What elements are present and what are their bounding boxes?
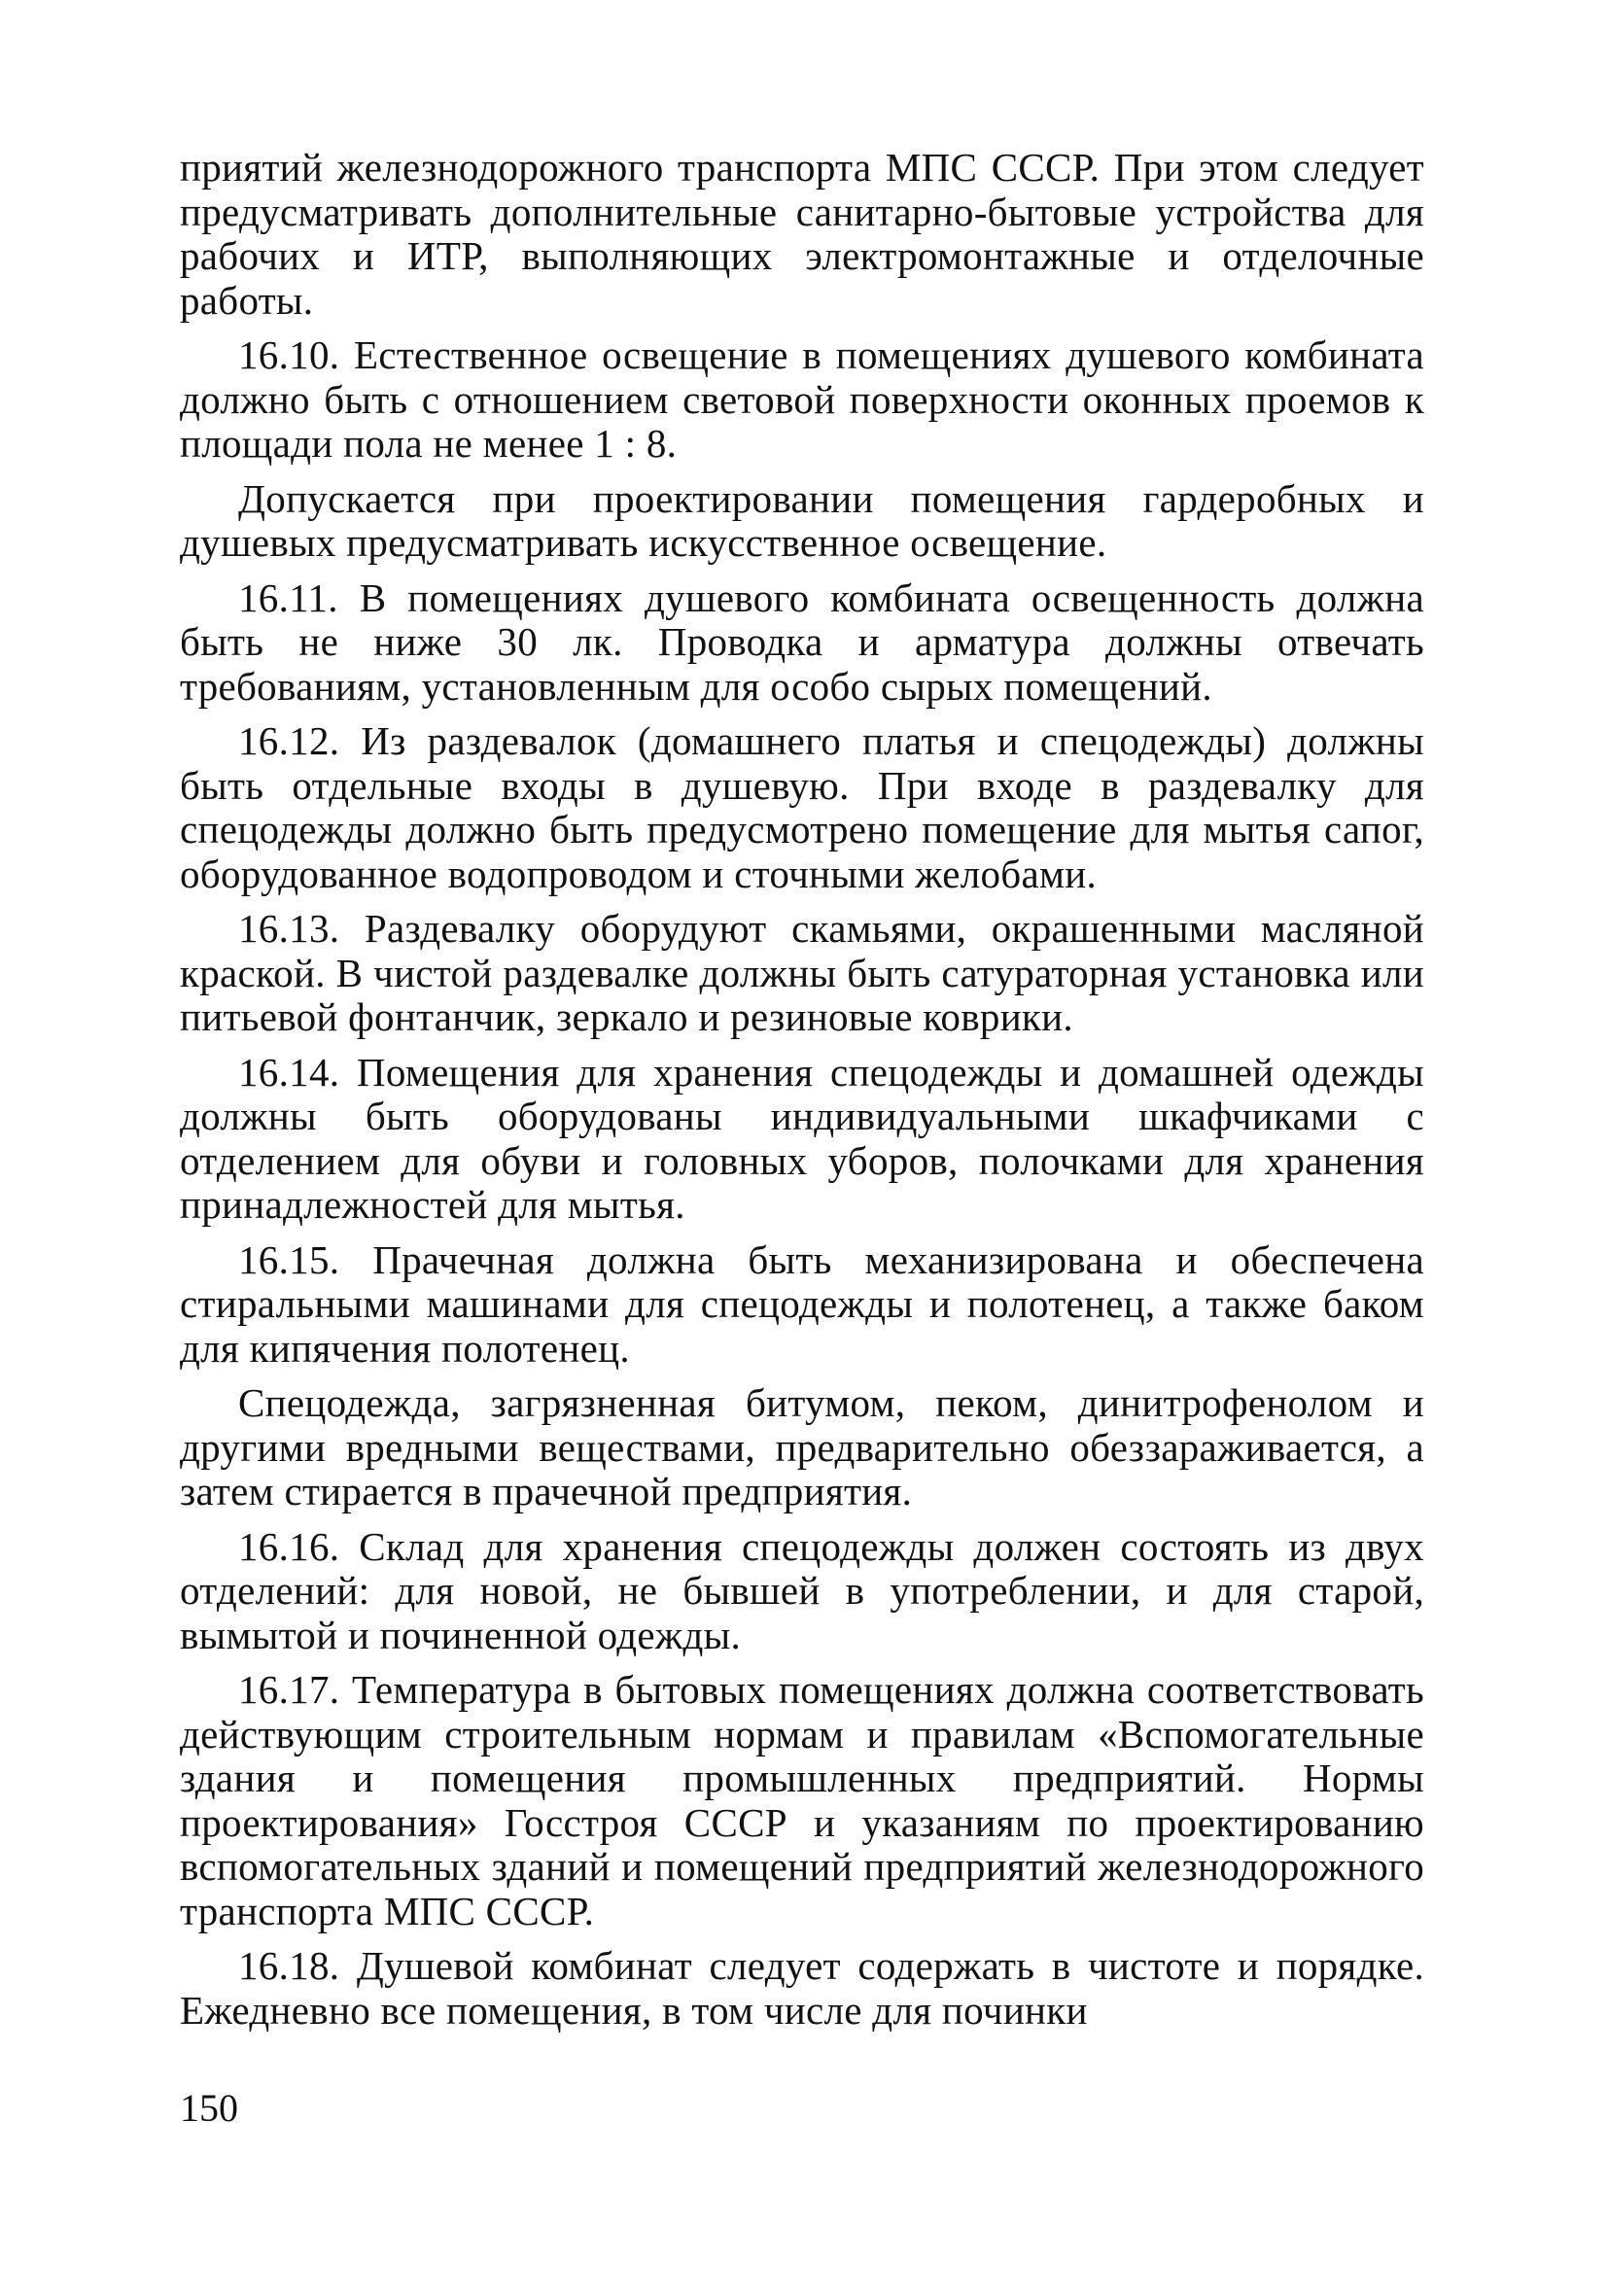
paragraph-16-15-note: Спецодежда, загрязненная битумом, пеком, динитрофенолом и другими вредными веществами, предварительно обеззараживается, а затем стирается в прачечной предприятия. (180, 1380, 1424, 1513)
paragraph-intro-continuation: приятий железнодорожного транспорта МПС СССР. При этом следует предусматривать дополнительные санитарно-бытовые устройства для рабочих и ИТР, выполняющих электромонтажные и отделочные работы. (180, 145, 1424, 323)
paragraph-16-15: 16.15. Прачечная должна быть механизирована и обеспечена стиральными машинами для спецодежды и полотенец, а также баком для кипячения полотенец. (180, 1236, 1424, 1371)
page-body (180, 146, 1424, 2043)
paragraph-16-11: 16.11. В помещениях душевого комбината освещенность должна быть не ниже 30 лк. Проводка и арматура должны отвечать требованиям, установленным для особо сырых помещений. (180, 574, 1424, 709)
paragraph-16-13: 16.13. Раздевалку оборудуют скамьями, окрашенными масляной краской. В чистой раздевалке должны быть сатураторная установка или питьевой фонтанчик, зеркало и резиновые коврики. (180, 906, 1424, 1039)
paragraph-16-12: 16.12. Из раздевалок (домашнего платья и спецодежды) должны быть отдельные входы в душевую. При входе в раздевалку для спецодежды должно быть предусмотрено помещение для мытья сапог, оборудованное водопроводом и сточными желобами. (180, 718, 1424, 896)
paragraph-16-18: 16.18. Душевой комбинат следует содержать в чистоте и порядке. Ежедневно все помещения, в том числе для починки (180, 1943, 1424, 2033)
paragraph-16-17: 16.17. Температура в бытовых помещениях должна соответствовать действующим строительным нормам и правилам «Вспомогательные здания и помещения промышленных предприятий. Нормы проектирования» Госстроя СССР и указаниям по проектированию вспомогательных зданий и помещений предприятий железнодорожного транспорта МПС СССР. (180, 1667, 1424, 1933)
paragraph-16-14: 16.14. Помещения для хранения спецодежды и домашней одежды должны быть оборудованы индивидуальными шкафчиками с отделением для обуви и головных уборов, полочками для хранения принадлежностей для мытья. (180, 1049, 1424, 1227)
paragraph-16-16: 16.16. Склад для хранения спецодежды должен состоять из двух отделений: для новой, не бывшей в употреблении, и для старой, вымытой и починенной одежды. (180, 1523, 1424, 1657)
paragraph-16-10: 16.10. Естественное освещение в помещениях душевого комбината должно быть с отношением световой поверхности оконных проемов к площади пола не менее 1 : 8. (180, 332, 1424, 466)
paragraph-16-10-note: Допускается при проектировании помещения гардеробных и душевых предусматривать искусственное освещение. (180, 475, 1424, 565)
page-number: 150 (180, 2086, 238, 2130)
